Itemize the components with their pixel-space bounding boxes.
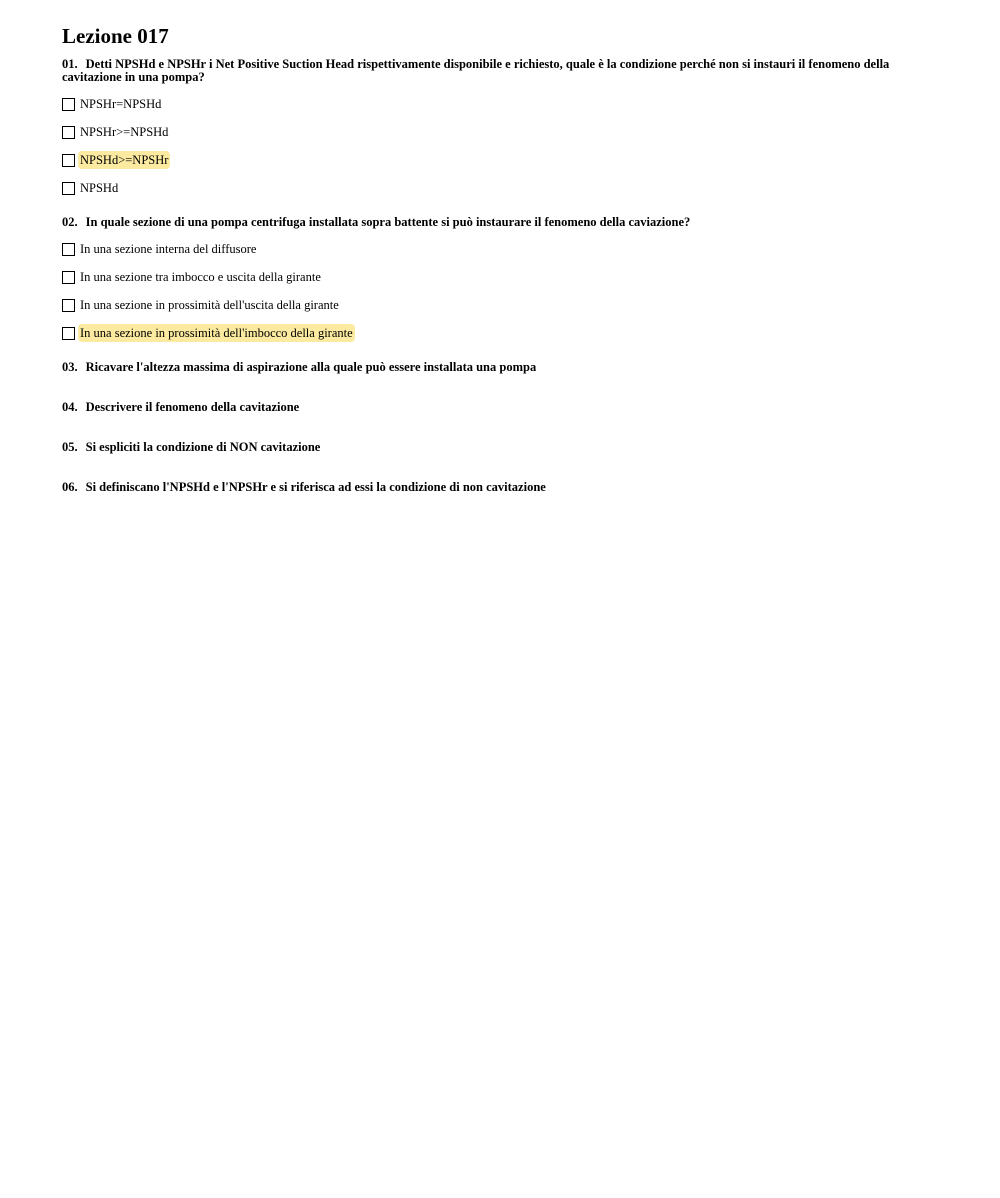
question-text: [62, 441, 922, 454]
answer-option[interactable]: [62, 178, 922, 198]
question-number: 02.: [62, 215, 78, 229]
answer-option[interactable]: [62, 239, 922, 259]
answer-option[interactable]: [62, 122, 922, 142]
answer-option[interactable]: [62, 267, 922, 287]
question-text: [62, 361, 922, 374]
checkbox[interactable]: [62, 154, 75, 167]
checkbox[interactable]: [62, 299, 75, 312]
answer-option[interactable]: [62, 94, 922, 114]
question-text: [62, 401, 922, 414]
document-page: [62, 24, 922, 494]
question-number: 01.: [62, 57, 78, 71]
question-number: 06.: [62, 480, 78, 494]
answer-options: [62, 239, 922, 343]
answer-label: NPSHd: [80, 181, 119, 195]
answer-options: [62, 94, 922, 198]
question-body: Si definiscano l'NPSHd e l'NPSHr e si riferisca ad essi la condizione di non cavitazione: [85, 480, 546, 494]
question-body: Ricavare l'altezza massima di aspirazione alla quale può essere installata una pompa: [85, 360, 537, 374]
answer-option[interactable]: [62, 295, 922, 315]
question-text: [62, 216, 922, 229]
checkbox[interactable]: [62, 271, 75, 284]
answer-label: NPSHr=NPSHd: [80, 97, 162, 111]
checkbox[interactable]: [62, 327, 75, 340]
question-number: 03.: [62, 360, 78, 374]
question-06: [62, 481, 922, 494]
lesson-title: Lezione 017: [62, 24, 169, 48]
question-body: Descrivere il fenomeno della cavitazione: [85, 400, 300, 414]
question-text: [62, 58, 922, 84]
answer-label: In una sezione in prossimità dell'uscita della girante: [80, 298, 339, 312]
answer-option[interactable]: [62, 150, 922, 170]
answer-label-highlighted: NPSHd>=NPSHr: [80, 153, 169, 167]
question-body: In quale sezione di una pompa centrifuga installata sopra battente si può instaurare il fenomeno della caviazione?: [85, 215, 691, 229]
question-05: [62, 441, 922, 454]
question-02: [62, 216, 922, 343]
answer-label: In una sezione interna del diffusore: [80, 242, 257, 256]
checkbox[interactable]: [62, 243, 75, 256]
checkbox[interactable]: [62, 126, 75, 139]
answer-label: In una sezione tra imbocco e uscita della girante: [80, 270, 321, 284]
question-text: [62, 481, 922, 494]
question-number: 04.: [62, 400, 78, 414]
question-body: Detti NPSHd e NPSHr i Net Positive Suction Head rispettivamente disponibile e richiesto, quale è la condizione perché non si instauri il fenomeno della cavitazione in una pompa?: [62, 57, 890, 84]
question-03: [62, 361, 922, 374]
question-number: 05.: [62, 440, 78, 454]
question-01: [62, 58, 922, 198]
answer-label-highlighted: In una sezione in prossimità dell'imbocco della girante: [80, 326, 353, 340]
checkbox[interactable]: [62, 98, 75, 111]
question-04: [62, 401, 922, 414]
answer-option[interactable]: [62, 323, 922, 343]
checkbox[interactable]: [62, 182, 75, 195]
question-body: Si espliciti la condizione di NON cavitazione: [85, 440, 321, 454]
answer-label: NPSHr>=NPSHd: [80, 125, 169, 139]
